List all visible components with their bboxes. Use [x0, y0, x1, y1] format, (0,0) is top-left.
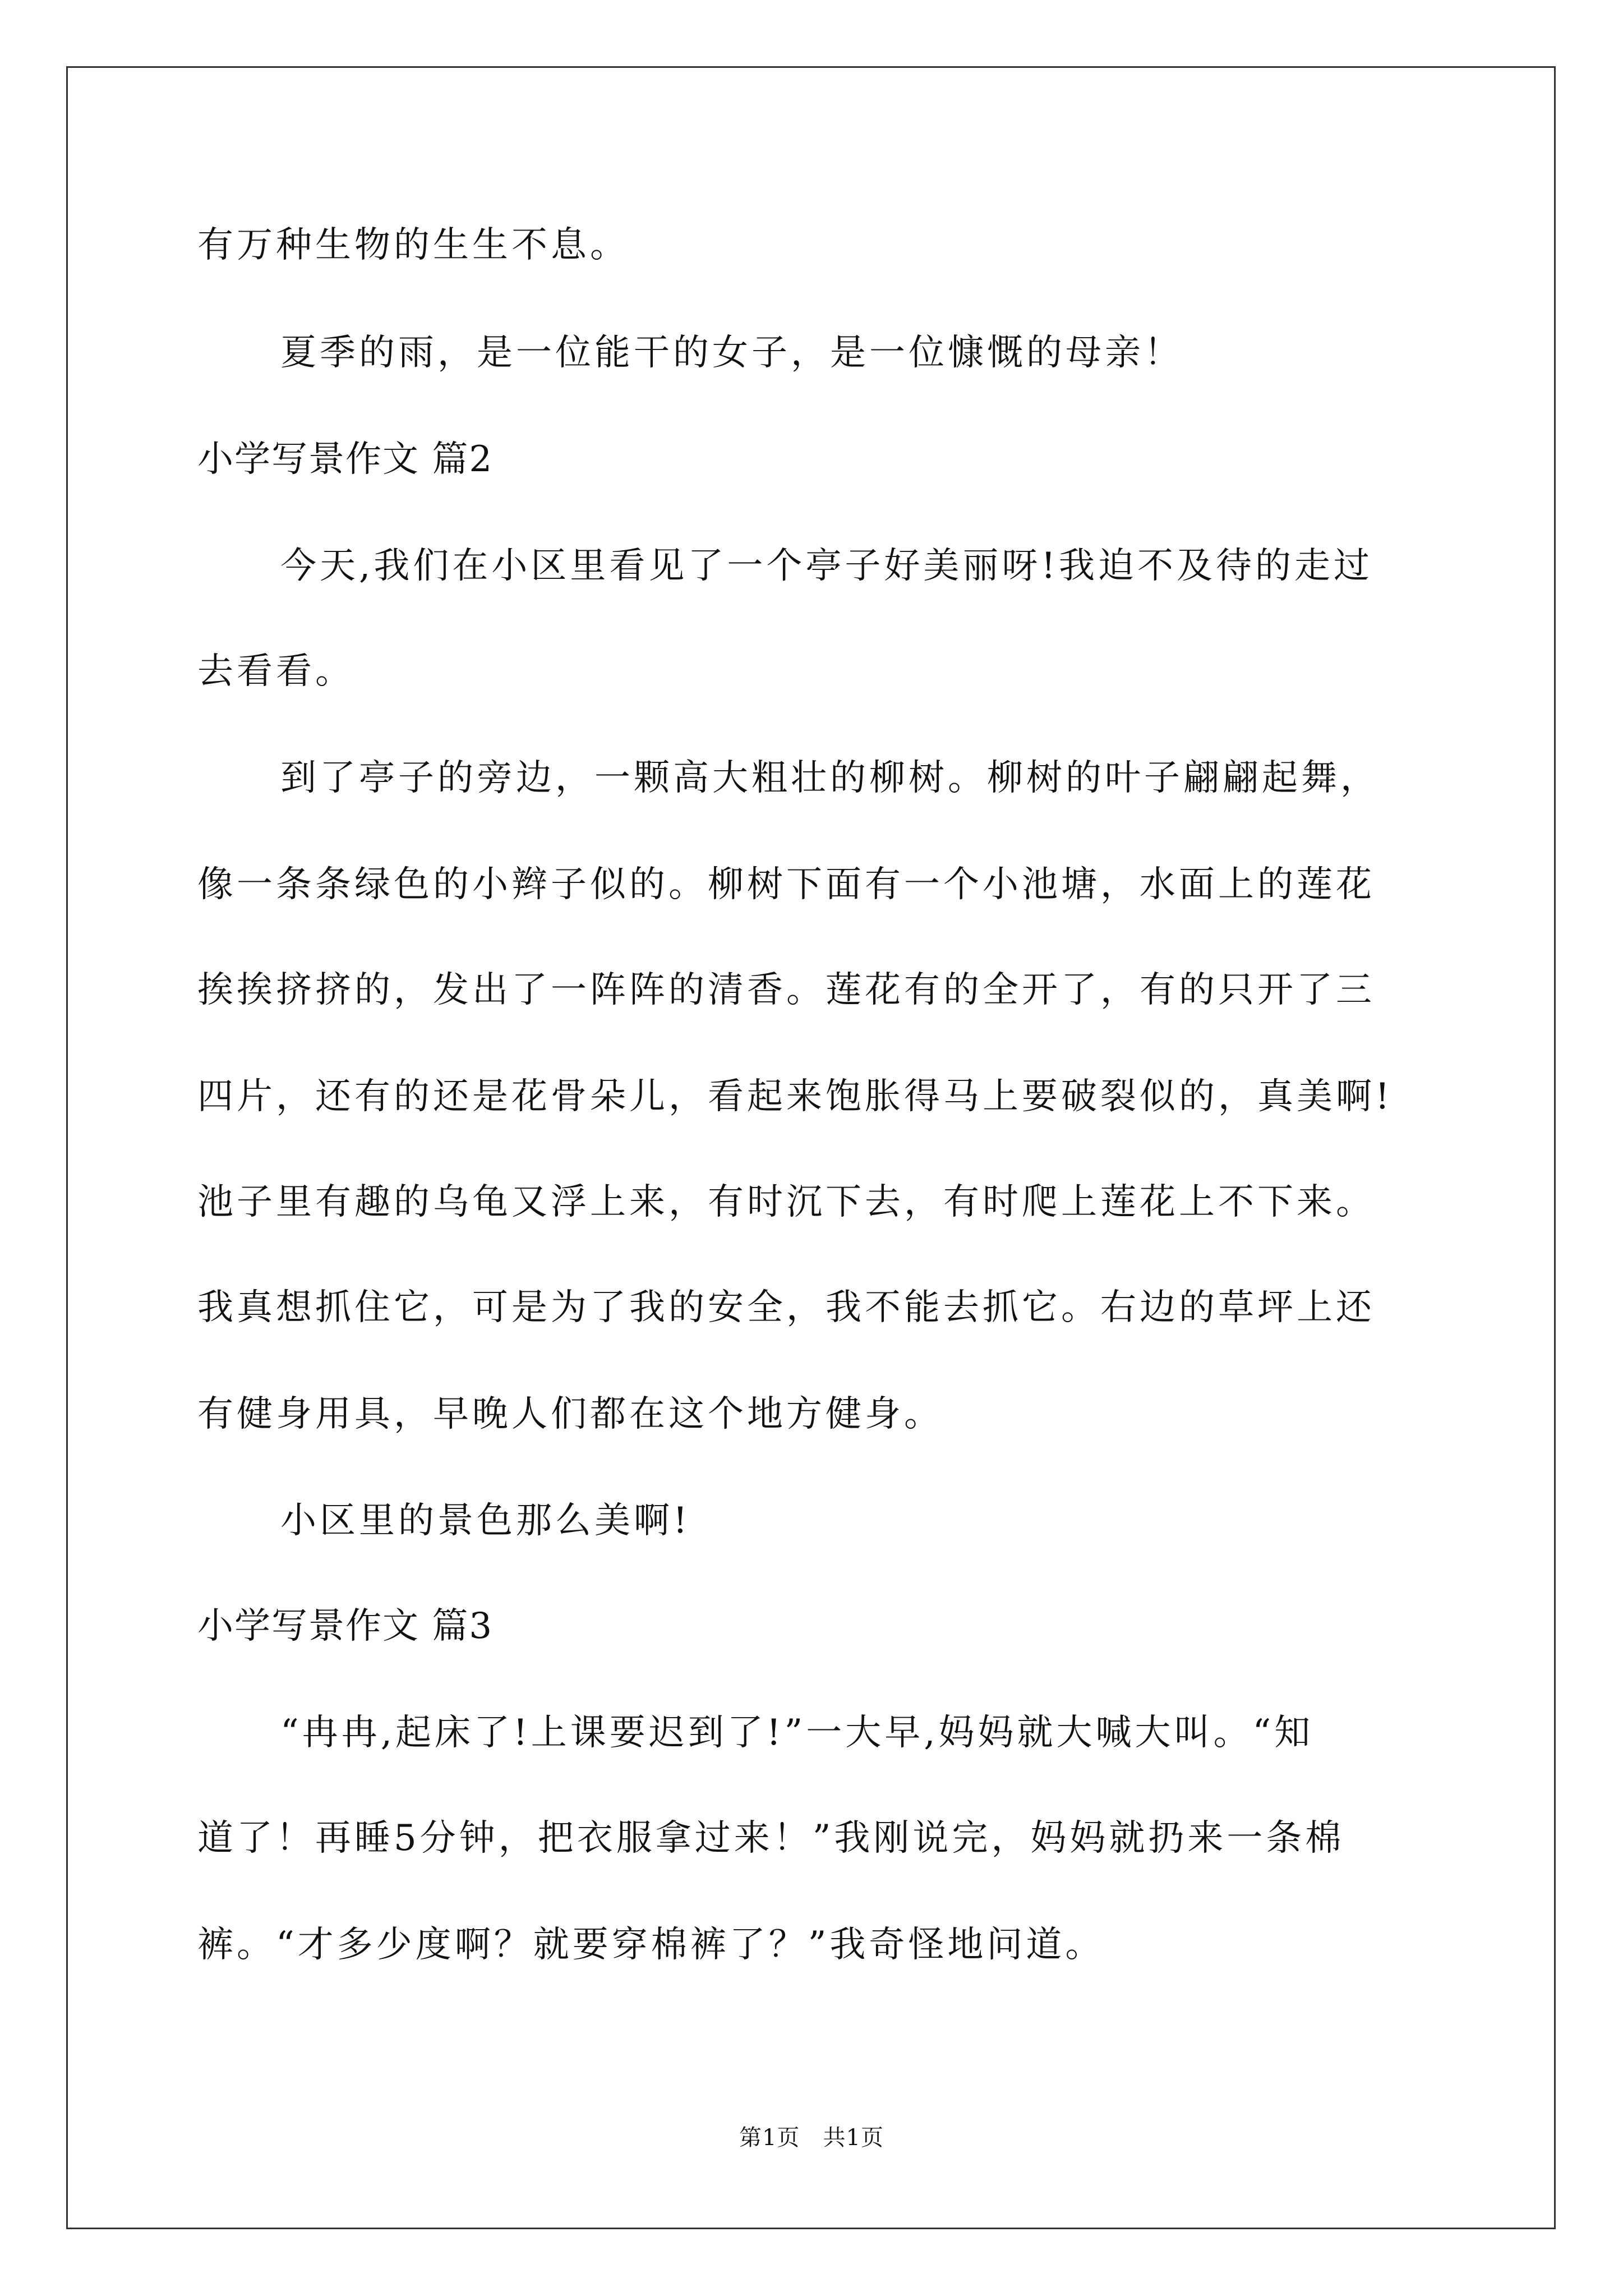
body-line: 到了亭子的旁边，一颗高大粗壮的柳树。柳树的叶子翩翩起舞，	[280, 757, 1380, 799]
body-line: 有万种生物的生生不息。	[197, 224, 629, 266]
section-heading: 小学写景作文 篇3	[197, 1605, 494, 1647]
body-line: 去看看。	[197, 651, 354, 692]
body-line: 有健身用具，早晚人们都在这个地方健身。	[197, 1393, 943, 1435]
body-line: 裤。“才多少度啊？就要穿棉裤了？”我奇怪地问道。	[197, 1924, 1105, 1966]
body-line: “冉冉,起床了!上课要迟到了!”一大早,妈妈就大喊大叫。“知	[280, 1712, 1314, 1754]
section-heading: 小学写景作文 篇2	[197, 439, 494, 480]
body-line: 挨挨挤挤的，发出了一阵阵的清香。莲花有的全开了，有的只开了三	[197, 969, 1375, 1011]
page-footer: 第1页 共1页	[739, 2125, 884, 2151]
body-line: 道了！再睡5分钟，把衣服拿过来！”我刚说完，妈妈就扔来一条棉	[197, 1818, 1345, 1859]
page-border	[66, 66, 1556, 2229]
body-line: 池子里有趣的乌龟又浮上来，有时沉下去，有时爬上莲花上不下来。	[197, 1181, 1375, 1223]
body-line: 今天,我们在小区里看见了一个亭子好美丽呀!我迫不及待的走过	[280, 545, 1373, 587]
body-line: 夏季的雨，是一位能干的女子，是一位慷慨的母亲！	[280, 332, 1183, 374]
body-line: 小区里的景色那么美啊!	[280, 1500, 691, 1542]
body-line: 我真想抓住它，可是为了我的安全，我不能去抓它。右边的草坪上还	[197, 1287, 1375, 1328]
body-line: 四片，还有的还是花骨朵儿，看起来饱胀得马上要破裂似的，真美啊!	[197, 1076, 1393, 1117]
body-line: 像一条条绿色的小辫子似的。柳树下面有一个小池塘，水面上的莲花	[197, 864, 1375, 905]
